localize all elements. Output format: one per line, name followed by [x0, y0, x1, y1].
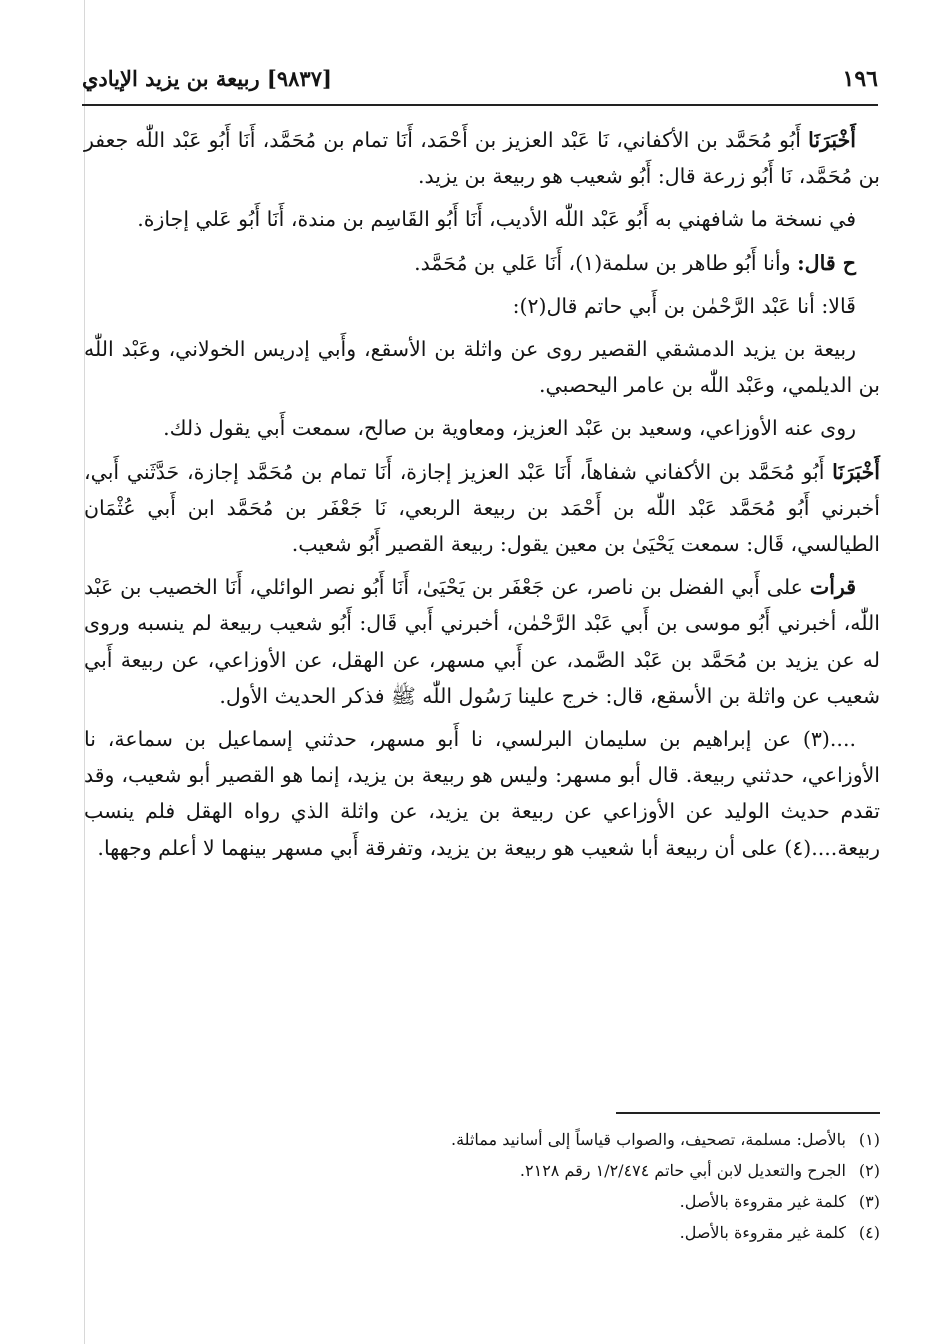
paragraph-text: في نسخة ما شافهني به أَبُو عَبْد اللّٰه الأديب، أَنَا أَبُو القَاسِم بن مندة، أَنَا أَبُو عَلي إجازة. [137, 207, 856, 232]
paragraph-text: ربيعة بن يزيد الدمشقي القصير روى عن واثلة بن الأسقع، وأَبي إدريس الخولاني، وعَبْد اللّٰه بن الديلمي، وعَبْد اللّٰه بن عامر اليحصبي. [84, 337, 880, 398]
paragraph-text: روى عنه الأوزاعي، وسعيد بن عَبْد العزيز، ومعاوية بن صالح، سمعت أَبي يقول ذلك. [163, 416, 856, 441]
footnote-text: كلمة غير مقروءة بالأصل. [679, 1192, 846, 1211]
page-number: ١٩٦ [842, 66, 878, 92]
paragraph-text: قَالا: أنا عَبْد الرَّحْمٰن بن أَبي حاتم قال(٢): [512, 293, 856, 318]
header-rule [82, 104, 878, 106]
paragraph [84, 288, 880, 324]
running-title: [٩٨٣٧] ربيعة بن يزيد الإيادي [82, 66, 332, 91]
main-text [84, 122, 880, 873]
paragraph [84, 569, 880, 714]
paragraph-keyword: أَخْبَرَنَا [808, 128, 856, 152]
paragraph-keyword: قرأت [809, 575, 856, 600]
footnote-number: (٢) [858, 1161, 880, 1180]
paragraph [84, 721, 880, 866]
footnote [84, 1124, 880, 1155]
paragraph-text: أَبُو مُحَمَّد بن الأكفاني، نَا عَبْد العزيز بن أَحْمَد، أَنَا تمام بن مُحَمَّد، أَنَا أَبُو عَبْد اللّٰه جعفر بن مُحَمَّد، نَا أَبُو زرعة قال: أَبُو شعيب هو ربيعة بن يزيد. [84, 128, 880, 189]
footnote [84, 1155, 880, 1186]
paragraph-keyword: أَخْبَرَنَا [832, 459, 880, 484]
paragraph-text: أَبُو مُحَمَّد بن الأكفاني شفاهاً، أَنَا عَبْد العزيز إجازة، أَنَا تمام بن مُحَمَّد إجازة، حَدَّثَني أَبي، أخبرني أَبُو مُحَمَّد عَبْد اللّٰه بن أَحْمَد بن ربيعة الربعي، نَا جَعْفَر بن مُحَمَّد ابن أَبي عُثْمَان الطيالسي، قَال: سمعت يَحْيَىٰ بن معين يقول: ربيعة القصير أَبُو شعيب. [84, 459, 880, 557]
paragraph-text: وأنا أَبُو طاهر بن سلمة(١)، أَنَا عَلي بن مُحَمَّد. [414, 250, 798, 275]
paragraph [84, 331, 880, 403]
paragraph-text: ....(٣) عن إبراهيم بن سليمان البرلسي، نا أَبو مسهر، حدثني إسماعيل بن سماعة، نا الأوزاعي، حدثني ربيعة. قال أبو مسهر: وليس هو ربيعة بن يزيد، إنما هو القصير أبو شعيب، وقد تقدم حديث الوليد عن الأوزاعي عن ربيعة بن يزيد، عن واثلة الذي رواه الهقل فلم ينسب ربيعة....(٤) على أن ربيعة أبا شعيب هو ربيعة بن يزيد، وتفرقة أَبي مسهر بينهما لا أعلم وجهها. [84, 727, 880, 860]
footnote-number: (٣) [858, 1192, 880, 1211]
page-header [82, 62, 878, 106]
footnote [84, 1186, 880, 1217]
paragraph [84, 245, 880, 281]
footnote [84, 1217, 880, 1248]
paragraph [84, 410, 880, 446]
footnote-text: كلمة غير مقروءة بالأصل. [679, 1223, 846, 1242]
paragraph-keyword: ح قال: [797, 250, 856, 275]
footnote-text: الجرح والتعديل لابن أبي حاتم ١/٢/٤٧٤ رقم ٢١٢٨. [519, 1161, 846, 1180]
footnote-number: (١) [858, 1130, 880, 1149]
footnotes [84, 1124, 880, 1248]
paragraph [84, 201, 880, 237]
footnote-rule [616, 1112, 880, 1114]
paragraph [84, 122, 880, 194]
paragraph [84, 454, 880, 563]
footnote-number: (٤) [858, 1223, 880, 1242]
footnote-text: بالأصل: مسلمة، تصحيف، والصواب قياساً إلى أسانيد مماثلة. [451, 1130, 846, 1149]
paragraph-text: على أَبي الفضل بن ناصر، عن جَعْفَر بن يَحْيَىٰ، أَنَا أَبُو نصر الوائلي، أَنَا الخصيب بن عَبْد اللّٰه، أخبرني أَبُو موسى بن أَبي عَبْد الرَّحْمٰن، أخبرني أَبي قَال: أَبُو شعيب ربيعة لم ينسبه وروى له عن يزيد بن مُحَمَّد بن عَبْد الصَّمد، عن أَبي مسهر، عن الهقل، عن الأوزاعي، عن ربيعة أَبي شعيب عن واثلة بن الأسقع، قال: خرج علينا رَسُول اللّٰه ﷺ فذكر الحديث الأول. [84, 575, 880, 708]
